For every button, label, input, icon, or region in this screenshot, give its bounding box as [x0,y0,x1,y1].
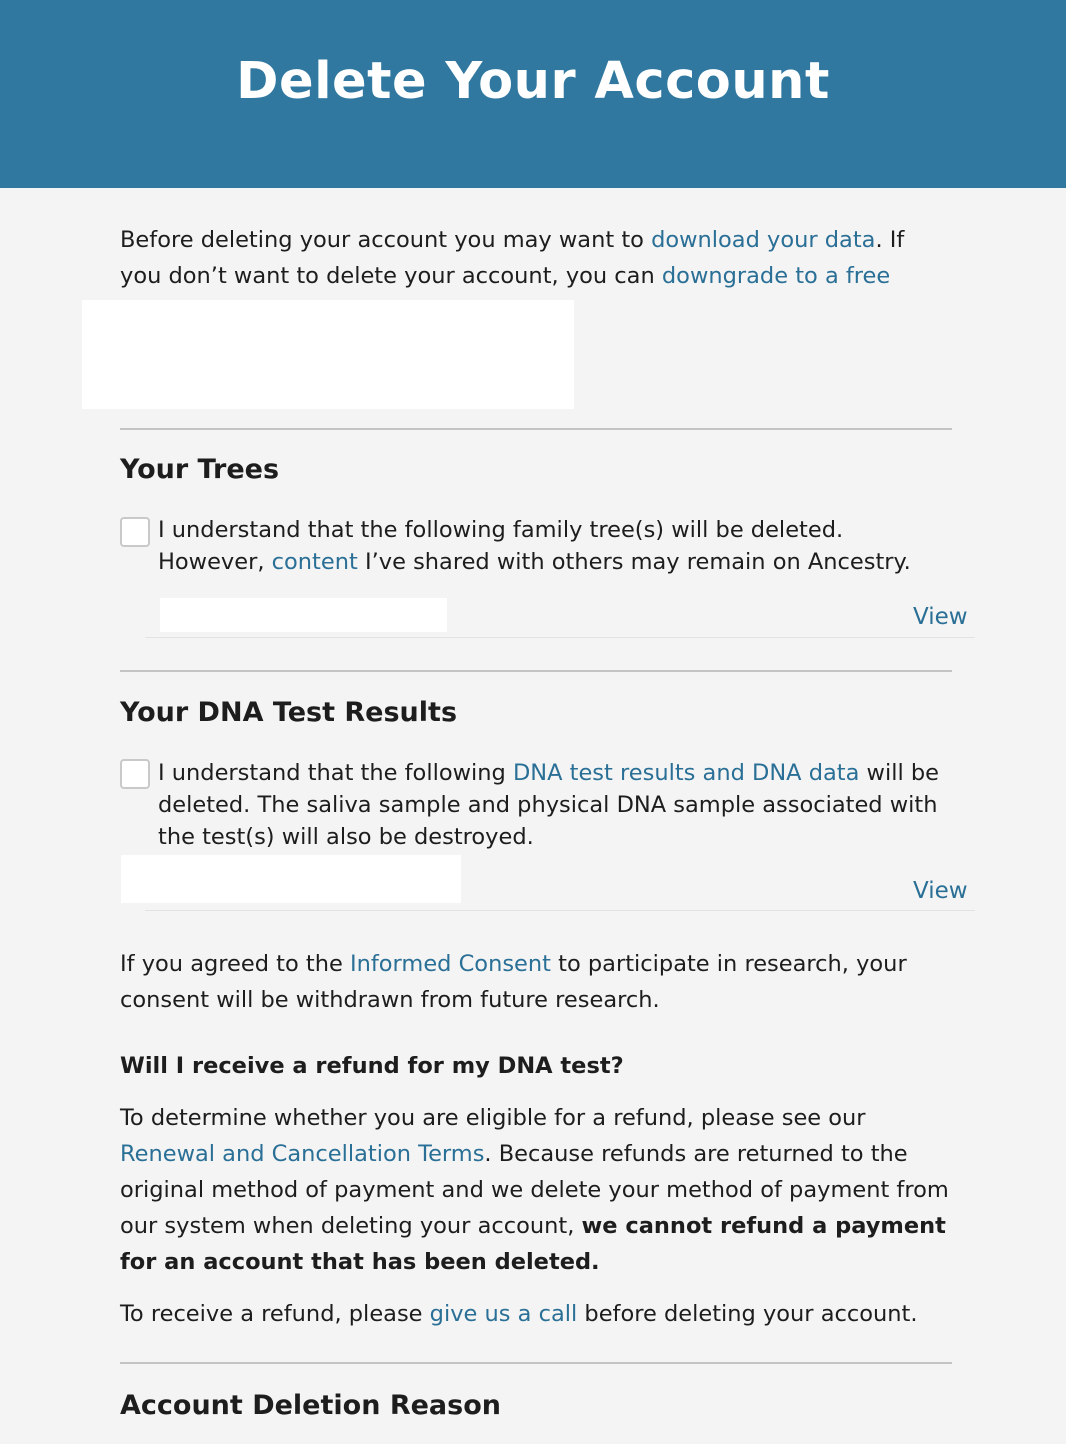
intro-text-1: Before deleting your account you may want to [120,227,652,253]
consent-text-2: to participate in research, your consent will be withdrawn from future research. [120,951,907,1013]
shared-content-link[interactable]: content [271,549,358,575]
informed-consent-link[interactable]: Informed Consent [349,951,551,977]
give-us-a-call-link[interactable]: give us a call [429,1301,578,1327]
section-divider [120,428,952,430]
page-header [0,0,1066,188]
consent-text-1: If you agreed to the [120,951,350,977]
section-divider [120,1362,952,1364]
trees-confirm-checkbox[interactable] [120,517,150,547]
refund-call-paragraph [120,1296,960,1332]
tree-row-divider [145,637,975,638]
trees-confirm-text-2: I’ve shared with others may remain on Ancestry. [357,549,911,575]
trees-confirm-text-1: I understand that the following family tree(s) will be deleted. However, [158,517,844,575]
dna-confirm-text-1: I understand that the following [158,760,513,786]
refund-call-text-2: before deleting your account. [577,1301,918,1327]
refund-paragraph [120,1100,960,1280]
view-trees-link[interactable]: View [913,604,968,630]
intro-text-2: . If you don’t want to delete your account, you can [120,227,905,289]
download-data-link[interactable]: download your data [651,227,876,253]
dna-confirm-checkbox[interactable] [120,759,150,789]
dna-confirm-label [158,757,948,853]
trees-heading: Your Trees [120,454,280,485]
refund-call-text-1: To receive a refund, please [120,1301,430,1327]
view-dna-link[interactable]: View [913,878,968,904]
refund-heading: Will I receive a refund for my DNA test? [120,1053,624,1079]
refund-warning: we cannot refund a payment for an account that has been deleted. [120,1213,946,1275]
deletion-reason-heading: Account Deletion Reason [120,1390,501,1421]
dna-confirm-text-2: will be deleted. The saliva sample and physical DNA sample associated with the test(s) will also be destroyed. [158,760,939,850]
page-title: Delete Your Account [236,52,830,111]
dna-results-link[interactable]: DNA test results and DNA data [512,760,860,786]
renewal-terms-link[interactable]: Renewal and Cancellation Terms [120,1141,485,1167]
refund-text-2: . Because refunds are returned to the original method of payment and we delete your method of payment from our system when deleting your account, [120,1141,949,1239]
consent-paragraph [120,946,960,1018]
section-divider [120,670,952,672]
tree-name-redacted [160,598,447,632]
dna-test-redacted [121,855,461,903]
refund-text-1: To determine whether you are eligible for a refund, please see our [120,1105,866,1131]
redacted-block [82,300,574,409]
dna-heading: Your DNA Test Results [120,697,458,728]
trees-confirm-label [158,514,948,578]
downgrade-subscription-link[interactable]: downgrade to a free [661,263,891,289]
dna-row-divider [145,910,975,911]
